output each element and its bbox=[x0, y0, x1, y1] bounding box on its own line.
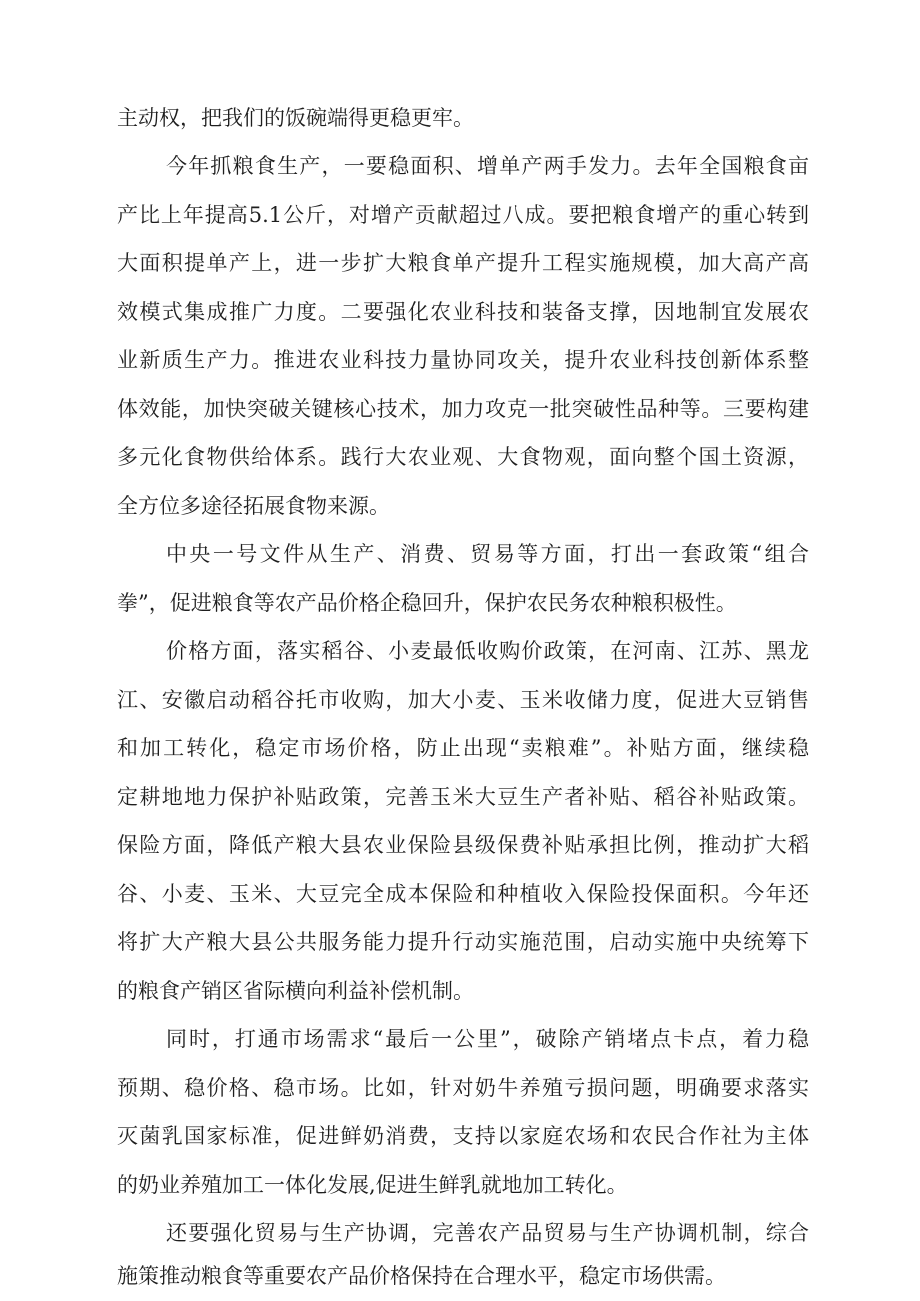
text-line: 将扩大产粮大县公共服务能力提升行动实施范围，启动实施中央统筹下 bbox=[117, 930, 809, 954]
text-line: 还要强化贸易与生产协调，完善农产品贸易与生产协调机制，综合 bbox=[166, 1221, 809, 1245]
text-line: 的粮食产销区省际横向利益补偿机制。 bbox=[117, 979, 474, 1003]
text-line: 江、安徽启动稻谷托市收购，加大小麦、玉米收储力度，促进大豆销售 bbox=[117, 688, 809, 712]
text-line: 大面积提单产上，进一步扩大粮食单产提升工程实施规模，加大高产高 bbox=[117, 251, 809, 275]
text-line: 效模式集成推广力度。二要强化农业科技和装备支撑，因地制宜发展农 bbox=[117, 300, 809, 324]
text-line: 业新质生产力。推进农业科技力量协同攻关，提升农业科技创新体系整 bbox=[117, 348, 809, 372]
text-line: 价格方面，落实稻谷、小麦最低收购价政策，在河南、江苏、黑龙 bbox=[166, 639, 809, 663]
text-line: 主动权，把我们的饭碗端得更稳更牢。 bbox=[117, 106, 474, 130]
text-line: 预期、稳价格、稳市场。比如，针对奶牛养殖亏损问题，明确要求落实 bbox=[117, 1076, 809, 1100]
text-line: 今年抓粮食生产，一要稳面积、增单产两手发力。去年全国粮食亩 bbox=[166, 154, 809, 178]
text-line: 体效能，加快突破关键核心技术，加力攻克一批突破性品种等。三要构建 bbox=[117, 397, 809, 421]
text-line: 的奶业养殖加工一体化发展,促进生鲜乳就地加工转化。 bbox=[117, 1173, 628, 1197]
text-line: 保险方面，降低产粮大县农业保险县级保费补贴承担比例，推动扩大稻 bbox=[117, 833, 809, 857]
text-line: 同时，打通市场需求“最后一公里”，破除产销堵点卡点，着力稳 bbox=[166, 1027, 809, 1051]
text-line: 拳”，促进粮食等农产品价格企稳回升，保护农民务农种粮积极性。 bbox=[117, 591, 737, 615]
text-line: 施策推动粮食等重要农产品价格保持在合理水平，稳定市场供需。 bbox=[117, 1264, 726, 1288]
text-line: 定耕地地力保护补贴政策，完善玉米大豆生产者补贴、稻谷补贴政策。 bbox=[117, 785, 809, 809]
text-line: 全方位多途径拓展食物来源。 bbox=[117, 494, 390, 518]
text-line: 和加工转化，稳定市场价格，防止出现“卖粮难”。补贴方面，继续稳 bbox=[117, 736, 809, 760]
text-line: 中央一号文件从生产、消费、贸易等方面，打出一套政策“组合 bbox=[166, 542, 809, 566]
text-line: 谷、小麦、玉米、大豆完全成本保险和种植收入保险投保面积。今年还 bbox=[117, 882, 809, 906]
text-line: 灭菌乳国家标准，促进鲜奶消费，支持以家庭农场和农民合作社为主体 bbox=[117, 1124, 809, 1148]
text-line: 多元化食物供给体系。践行大农业观、大食物观，面向整个国土资源， bbox=[117, 445, 809, 469]
text-line: 产比上年提高5.1公斤，对增产贡献超过八成。要把粮食增产的重心转到 bbox=[117, 203, 809, 227]
